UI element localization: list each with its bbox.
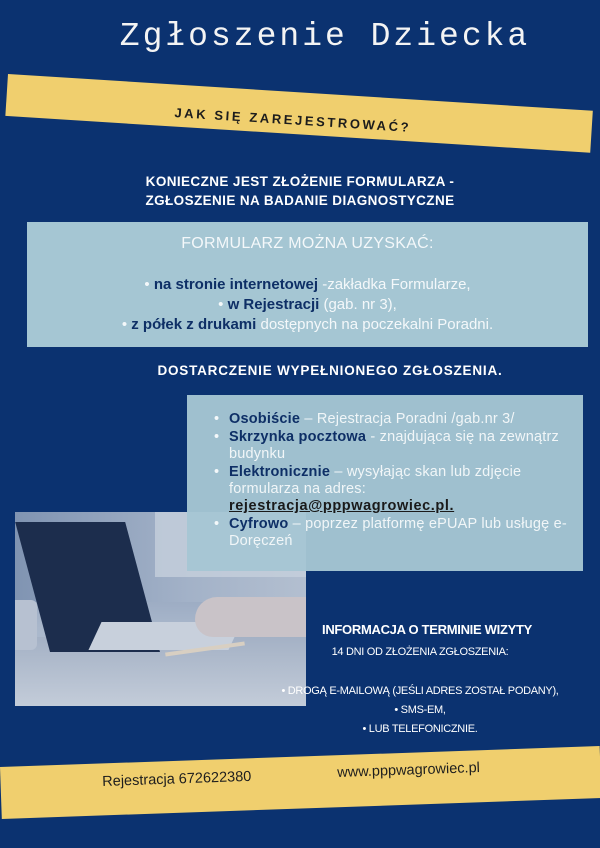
form-source-item: • na stronie internetowej -zakładka Formularze, [144,276,471,293]
page-title: Zgłoszenie Dziecka [119,18,531,55]
delivery-item-text: – Rejestracja Poradni /gab.nr 3/ [300,411,515,427]
delivery-item [217,464,583,515]
visit-info-item: • DROGĄ E-MAILOWĄ (JEŚLI ADRES ZOSTAŁ PODANY), [281,685,559,697]
form-source-item-bold: w Rejestracji [227,296,320,313]
form-source-item-bold: na stronie internetowej [153,276,319,293]
form-source-item: • z półek z drukami dostępnych na poczekalni Poradni. [121,316,494,333]
visit-info-item: • SMS-EM, [394,704,446,716]
delivery-item-bold: Cyfrowo [229,516,289,532]
form-source-item-text: (gab. nr 3), [319,296,397,313]
form-source-item-text: dostępnych na poczekalni Poradni. [256,316,494,333]
visit-info-subtitle: 14 DNI OD ZŁOŻENIA ZGŁOSZENIA: [331,646,509,658]
delivery-item-bold: Elektronicznie [229,464,331,480]
footer-website-link[interactable]: www.pppwagrowiec.pl [337,760,481,781]
visit-info-list [240,682,600,739]
form-source-item-bold: z półek z drukami [131,316,257,333]
footer-phone: Rejestracja 672622380 [102,768,252,790]
delivery-title: DOSTARCZENIE WYPEŁNIONEGO ZGŁOSZENIA. [157,363,503,378]
headline-line-1: KONIECZNE JEST ZŁOŻENIE FORMULARZA - [145,174,455,189]
form-source-item-text: -zakładka Formularze, [318,276,471,293]
visit-info-item: • LUB TELEFONICZNIE. [362,723,478,735]
delivery-box [187,395,583,571]
delivery-item-bold: Skrzynka pocztowa [229,429,367,445]
delivery-item-bold: Osobiście [229,411,301,427]
visit-info-title: INFORMACJA O TERMINIE WIZYTY [322,622,532,637]
delivery-item [217,429,583,463]
delivery-list [187,395,583,550]
delivery-item-text: – poprzez platformę ePUAP lub usługę e-Doręczeń [229,516,567,549]
form-source-title: FORMULARZ MOŻNA UZYSKAĆ: [181,235,434,252]
form-source-box [27,222,588,347]
email-link[interactable]: rejestracja@pppwagrowiec.pl. [229,498,455,514]
delivery-item [217,411,583,428]
form-source-list [27,275,588,335]
footer-banner [0,746,600,819]
delivery-item-text: - znajdująca się na zewnątrz budynku [229,429,559,462]
banner-heading: JAK SIĘ ZAREJESTROWAĆ? [174,105,412,135]
delivery-item [217,516,583,550]
delivery-item-text: – wysyłając skan lub zdjęcie formularza na adres: [229,464,522,497]
form-source-item: • w Rejestracji (gab. nr 3), [218,296,397,313]
visit-info [240,622,600,739]
headline [0,172,600,210]
headline-line-2: ZGŁOSZENIE NA BADANIE DIAGNOSTYCZNE [145,193,455,208]
